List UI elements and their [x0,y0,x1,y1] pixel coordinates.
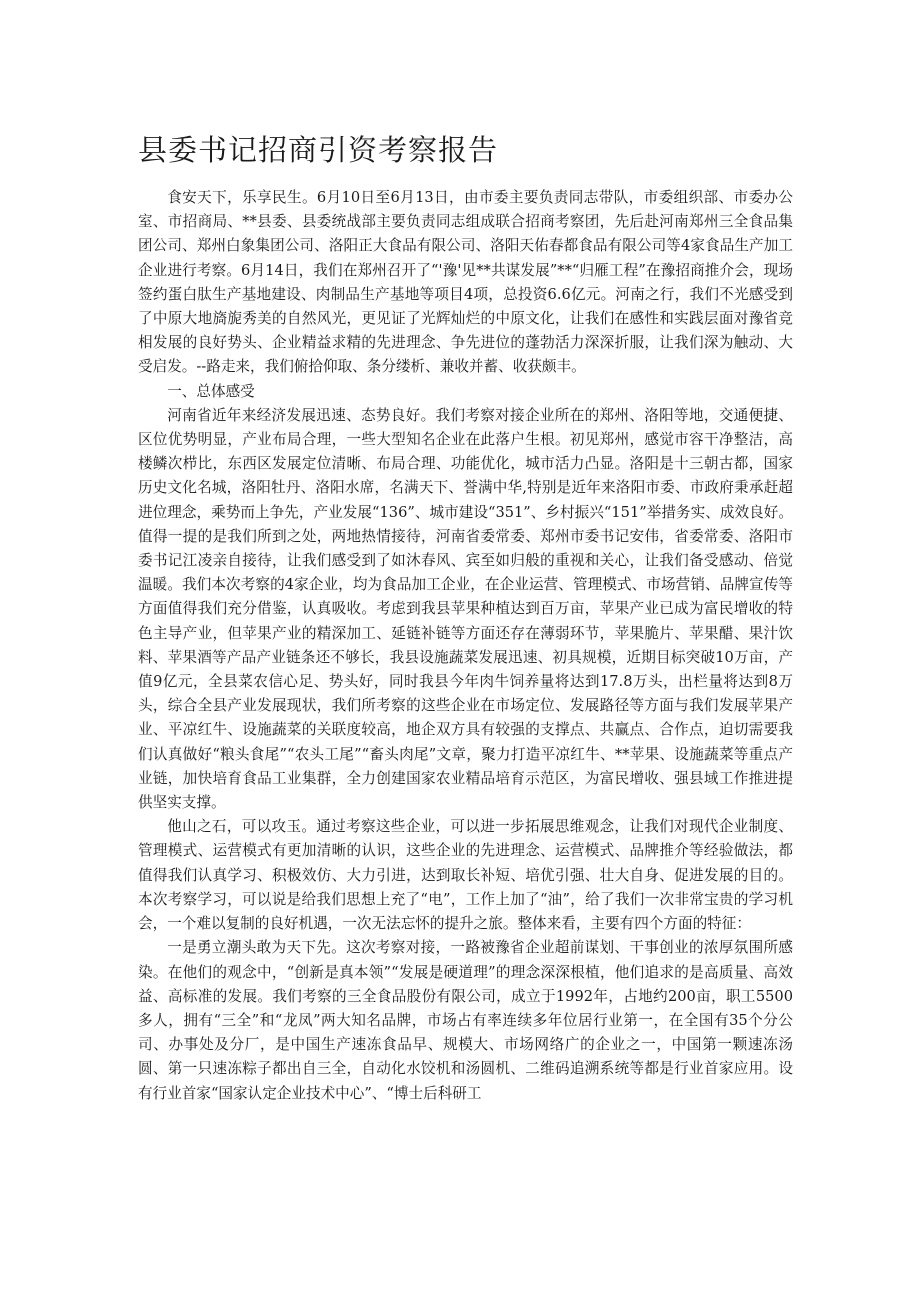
paragraph-henan-development: 河南省近年来经济发展迅速、态势良好。我们考察对接企业所在的郑州、洛阳等地，交通便捷、区位优势明显，产业布局合理，一些大型知名企业在此落户生根。初见郑州，感觉市容干净整洁，高楼鳞次栉比，东西区发展定位清晰、布局合理、功能优化，城市活力凸显。洛阳是十三朝古都，国家历史文化名城，洛阳牡丹、洛阳水席，名满天下、誉满中华,特别是近年来洛阳市委、市政府秉承赶超进位理念，乘势而上争先，产业发展“136”、城市建设“351”、乡村振兴“151”举措务实、成效良好。值得一提的是我们所到之处，两地热情接待，河南省委常委、郑州市委书记安伟，省委常委、洛阳市委书记江凌亲自接待，让我们感受到了如沐春风、宾至如归般的重视和关心，让我们备受感动、倍觉温暖。我们本次考察的4家企业，均为食品加工企业，在企业运营、管理模式、市场营销、品牌宣传等方面值得我们充分借鉴，认真吸收。考虑到我县苹果种植达到百万亩，苹果产业已成为富民增收的特色主导产业，但苹果产业的精深加工、延链补链等方面还存在薄弱环节，苹果脆片、苹果醋、果汁饮料、苹果酒等产品产业链条还不够长，我县设施蔬菜发展迅速、初具规模，近期目标突破10万亩，产值9亿元，全县菜农信心足、势头好，同时我县今年肉牛饲养量将达到17.8万头，出栏量将达到8万头，综合全县产业发展现状，我们所考察的这些企业在市场定位、发展路径等方面与我们发展苹果产业、平凉红牛、设施蔬菜的关联度较高，地企双方具有较强的支撑点、共赢点、合作点，迫切需要我们认真做好“粮头食尾”“农头工尾”“畜头肉尾”文章，聚力打造平凉红牛、**苹果、设施蔬菜等重点产业链，加快培育食品工业集群，全力创建国家农业精品培育示范区，为富民增收、强县域工作推进提供坚实支撑。 [138,406,793,812]
paragraph-intro: 食安天下，乐享民生。6月10日至6月13日，由市委主要负责同志带队，市委组织部、市委办公室、市招商局、**县委、县委统战部主要负责同志组成联合招商考察团，先后赴河南郑州三全食品集团公司、郑州白象集团公司、洛阳正大食品有限公司、洛阳天佑春都食品有限公司等4家食品生产加工企业进行考察。6月14日，我们在郑州召开了“'豫'见**共谋发展”**“归雁工程”在豫招商推介会，现场签约蛋白肽生产基地建设、肉制品生产基地等项目4项，总投资6.6亿元。河南之行，我们不光感受到了中原大地旖旎秀美的自然风光，更见证了光辉灿烂的中原文化，让我们在感性和实践层面对豫省竞相发展的良好势头、企业精益求精的先进理念、争先进位的蓬勃活力深深折服，让我们深为触动、大受启发。--路走来，我们俯拾仰取、条分缕析、兼收并蓄、收获颇丰。 [138,189,793,376]
paragraph-first-feature: 一是勇立潮头敢为天下先。这次考察对接，一路被豫省企业超前谋划、干事创业的浓厚氛围所感染。在他们的观念中，“创新是真本领”“发展是硬道理”的理念深深根植，他们追求的是高质量、高效益、高标准的发展。我们考察的三全食品股份有限公司，成立于1992年，占地约200亩，职工5500多人，拥有“三全”和“龙凤”两大知名品牌，市场占有率连续多年位居行业第一，在全国有35个分公司、办事处及分厂，是中国生产速冻食品早、规模大、市场网络广的企业之一，中国第一颗速冻汤圆、第一只速冻粽子都出自三全，自动化水饺机和汤圆机、二维码追溯系统等都是行业首家应用。设有行业首家“国家认定企业技术中心”、“博士后科研工 [138,939,793,1102]
document-title: 县委书记招商引资考察报告 [138,133,499,167]
section-heading-overall-impression: 一、总体感受 [167,382,255,400]
paragraph-learning-from-others: 他山之石，可以攻玉。通过考察这些企业，可以进一步拓展思维观念，让我们对现代企业制度、管理模式、运营模式有更加清晰的认识，这些企业的先进理念、运营模式、品牌推介等经验做法，都值得我们认真学习、积极效仿、大力引进，达到取长补短、培优引强、壮大自身、促进发展的目的。本次考察学习，可以说是给我们思想上充了“电”，工作上加了“油”，给了我们一次非常宝贵的学习机会，一个难以复制的良好机遇，一次无法忘怀的提升之旅。整体来看，主要有四个方面的特征： [138,818,793,933]
document-page [138,130,793,1106]
